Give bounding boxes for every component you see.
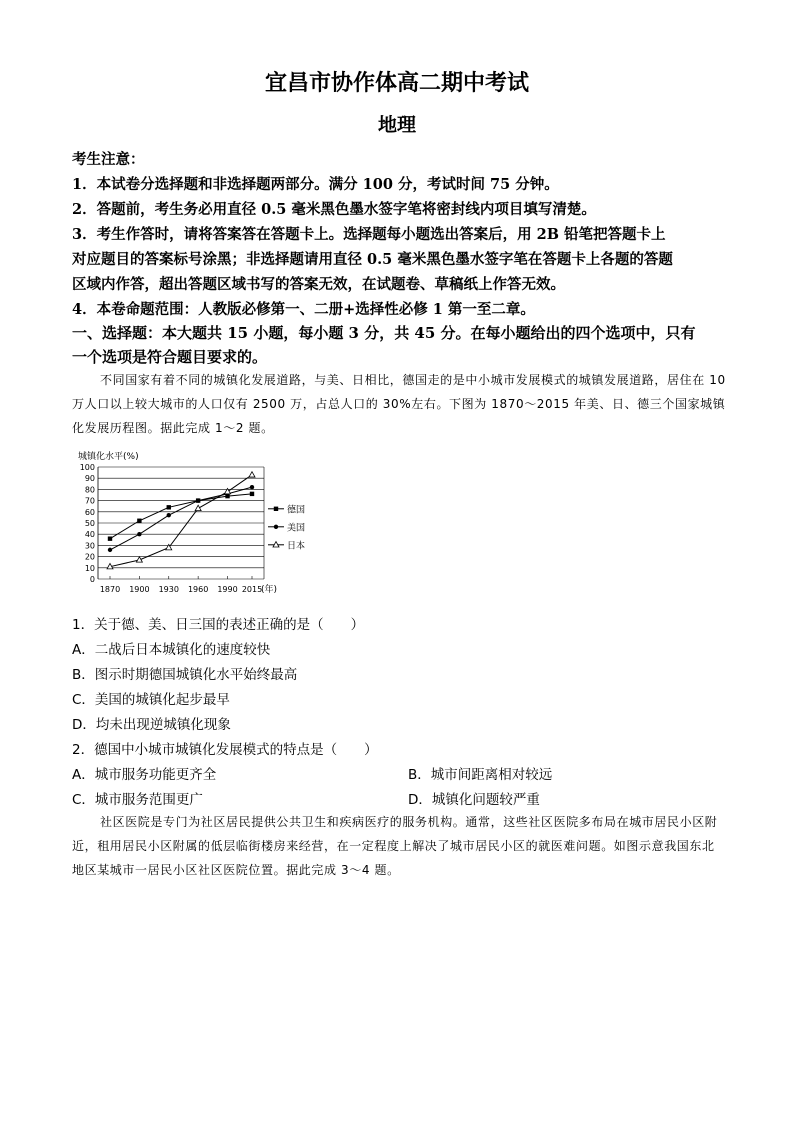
data-point (108, 536, 112, 540)
data-point (167, 505, 171, 509)
question-2-option-b: B．城市间距离相对较远 (408, 767, 553, 783)
y-tick-label: 90 (84, 474, 95, 484)
y-tick-label: 100 (79, 463, 95, 472)
section-heading-line-1: 一、选择题：本大题共 15 小题，每小题 3 分，共 45 分。在每小题给出的四个选项中，只有 (72, 324, 696, 342)
question-1-option-d: D．均未出现逆城镇化现象 (72, 717, 231, 733)
subject-title: 地理 (377, 114, 416, 136)
urbanization-line-chart (76, 449, 316, 597)
section-heading-line-2: 一个选项是符合题目要求的。 (72, 348, 268, 366)
data-point (167, 513, 171, 517)
note-item-3-line-2: 对应题目的答案标号涂黑；非选择题请用直径 0.5 毫米黑色墨水签字笔在答题卡上各题的答题 (72, 251, 673, 268)
series-line-1 (110, 487, 252, 550)
y-axis-label: 城镇化水平(%) (78, 452, 139, 462)
x-tick-label: 1900 (129, 585, 150, 594)
x-axis-unit: (年) (261, 585, 278, 595)
legend-marker (274, 525, 278, 529)
y-tick-label: 0 (89, 575, 95, 584)
question-2-option-c: C．城市服务范围更广 (72, 792, 203, 808)
question-2-option-d: D．城镇化问题较严重 (408, 792, 540, 808)
y-tick-label: 50 (84, 519, 95, 528)
question-1-option-b: B．图示时期德国城镇化水平始终最高 (72, 667, 298, 683)
question-2-option-a: A．城市服务功能更齐全 (72, 767, 217, 783)
notes-heading: 考生注意： (72, 151, 145, 168)
y-tick-label: 80 (84, 485, 95, 495)
question-2-stem: 2．德国中小城市城镇化发展模式的特点是（ ） (72, 742, 378, 758)
exam-title: 宜昌市协作体高二期中考试 (264, 70, 529, 96)
data-point (108, 548, 112, 552)
data-point (250, 485, 254, 489)
data-point (249, 472, 255, 477)
legend-marker (273, 542, 279, 547)
legend-label: 德国 (287, 505, 306, 516)
note-item-3-line-3: 区域内作答，超出答题区域书写的答案无效，在试题卷、草稿纸上作答无效。 (72, 276, 565, 293)
legend-label: 美国 (287, 523, 306, 534)
passage-urbanization: 不同国家有着不同的城镇化发展道路，与美、日相比，德国走的是中小城市发展模式的城镇发展道路，居住在 10 万人口以上较大城市的人口仅有 2500 万，占总人口的 30%左右。下图为 1870～2015 年美、日、德三个国家城镇化发展历程图。据此完成 1～2 题。 (72, 373, 726, 435)
data-point (196, 498, 200, 502)
question-1-option-a: A．二战后日本城镇化的速度较快 (72, 642, 271, 658)
y-tick-label: 70 (84, 496, 95, 506)
question-1-stem: 1．关于德、美、日三国的表述正确的是（ ） (72, 617, 365, 633)
x-tick-label: 1930 (158, 585, 179, 594)
passage-community-hospital: 社区医院是专门为社区居民提供公共卫生和疾病医疗的服务机构。通常，这些社区医院多布局在城市居民小区附近，租用居民小区附属的低层临街楼房来经营，在一定程度上解决了城市居民小区的就医难问题。如图示意我国东北地区某城市一居民小区社区医院位置。据此完成 3～4 题。 (72, 815, 718, 877)
x-tick-label: 1870 (99, 585, 121, 594)
data-point (137, 532, 141, 536)
data-point (250, 492, 254, 496)
note-item-1: 1．本试卷分选择题和非选择题两部分。满分 100 分，考试时间 75 分钟。 (72, 176, 559, 193)
y-tick-label: 40 (84, 530, 95, 540)
x-tick-label: 1990 (217, 585, 238, 594)
x-tick-label: 2015 (241, 585, 263, 594)
legend-marker (274, 507, 278, 511)
y-tick-label: 30 (84, 541, 95, 551)
y-tick-label: 60 (84, 507, 95, 517)
x-tick-label: 1960 (187, 585, 209, 594)
y-tick-label: 20 (84, 552, 95, 562)
data-point (195, 505, 201, 510)
note-item-4: 4．本卷命题范围：人教版必修第一、二册+选择性必修 1 第一至二章。 (72, 301, 535, 318)
data-point (137, 519, 141, 523)
series-line-2 (110, 475, 252, 567)
y-tick-label: 10 (84, 563, 95, 573)
note-item-2: 2．答题前，考生务必用直径 0.5 毫米黑色墨水签字笔将密封线内项目填写清楚。 (72, 201, 596, 218)
question-1-option-c: C．美国的城镇化起步最早 (72, 692, 230, 708)
note-item-3-line-1: 3．考生作答时，请将答案答在答题卡上。选择题每小题选出答案后，用 2B 铅笔把答题卡上 (72, 226, 666, 243)
legend-label: 日本 (287, 541, 306, 552)
